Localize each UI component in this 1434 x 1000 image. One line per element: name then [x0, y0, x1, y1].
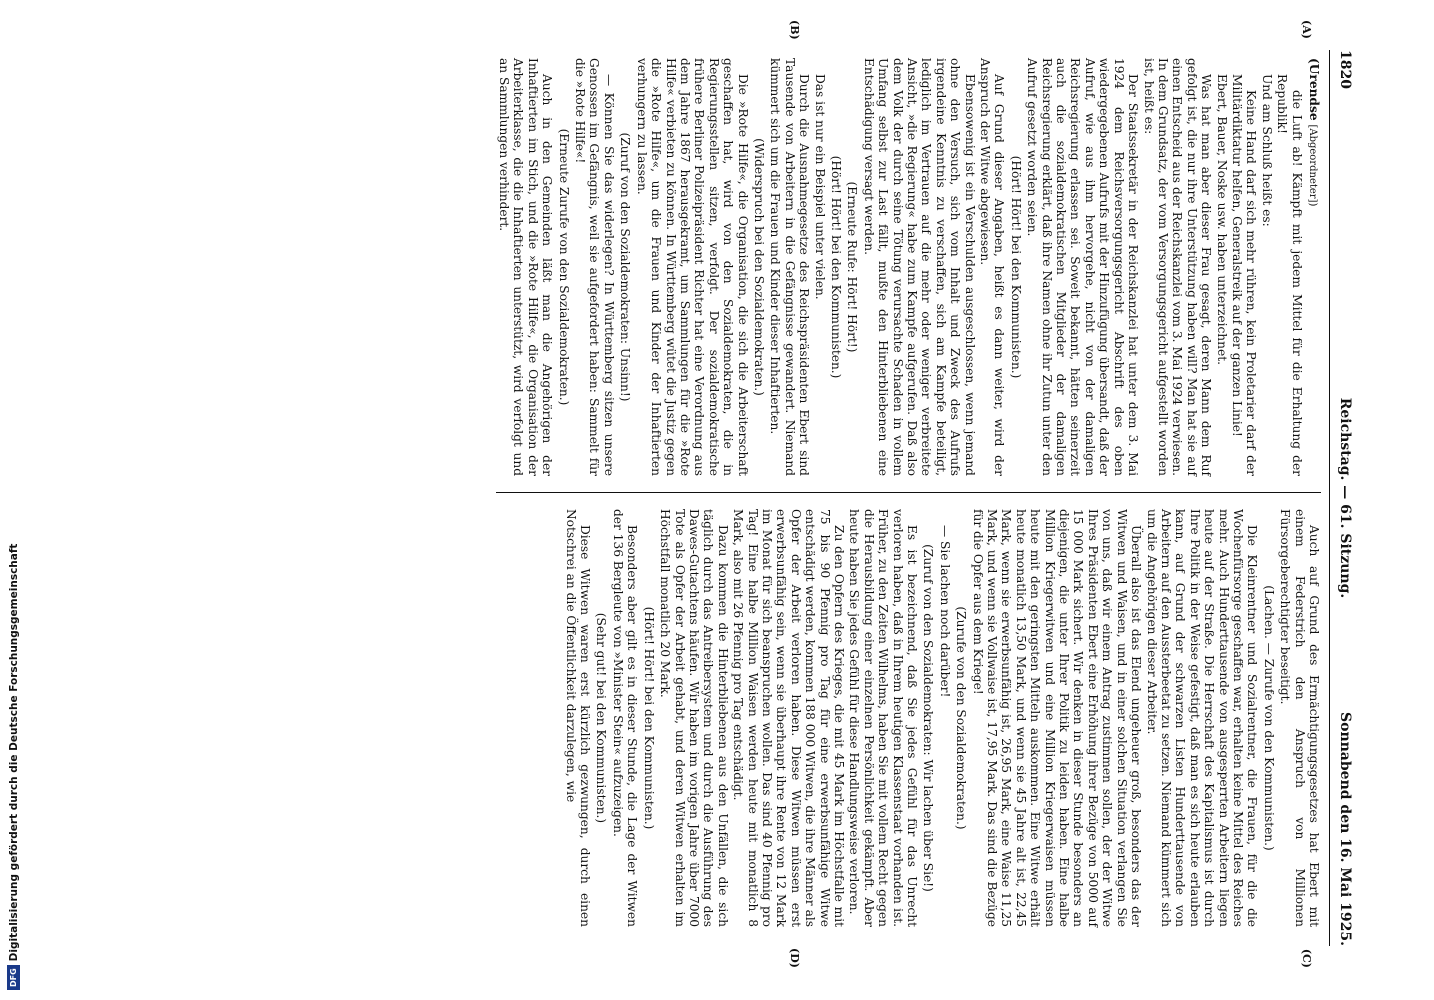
footer-credit [7, 544, 20, 990]
paragraph: Das ist nur ein Beispiel unter vielen. [812, 74, 827, 300]
paragraph: Überall also ist das Elend ungeheuer groß, besonders das der Witwen und Waisen, und in einer solchen Situation verlangen Sie von uns, daß wir einem Antrag zustimmen sollen, der der Witwe Ihres Präsidenten Ebert eine Erhöhung ihrer Bezüge von 5000 auf 15 000 Mark sichert. Wir denken in dieser Stunde besonders an diejenigen, die unter Ihrer Politik zu leiden haben. Eine halbe Million Kriegerwitwen und eine Million Kriegerwaisen müssen heute mit den geringsten Mitteln auskommen. Eine Witwe erhält heute monatlich 13,50 Mark, und wenn sie 45 Jahre alt ist, 22,45 Mark, wenn sie erwerbsunfähig ist, 26,95 Mark, eine Waise 11,25 Mark, und wenn sie Vollwaise ist, 17,95 Mark. Das sind die Bezüge für die Opfer aus dem Kriege! [970, 509, 1144, 927]
paragraph: Es ist bezeichnend, daß Sie jedes Gefühl für das Unrecht verloren haben, daß in Ihrem heutigen Klassenstaat vorhanden ist. Früher, zu den Zeiten Wilhelms, haben Sie mit vollem Recht gegen die Herausbildung einer einzelnen Persönlichkeit gekämpft. Aber heute haben Sie jedes Gefühl für diese Handlungsweise verloren. [847, 509, 920, 927]
session-title: Reichstag. — 61. Sitzung. [1337, 397, 1353, 599]
interjection: (Zuruf von den Sozialdemokraten: Unsinn!) [618, 132, 633, 402]
digitization-footer [0, 0, 26, 1000]
paragraph: Die »Rote Hilfe«, die Organisation, die sich die Arbeiterschaft geschaffen hat, wird von den Sozialdemokraten, die in Regierungsstellen sitzen, verfolgt. Der sozialdemokratische frühere Berliner Polizeipräsident Richter hat eine Verordnung aus dem Jahre 1867 herausgekramt, um Sammlungen für die »Rote Hilfe« verbieten zu können. In Württemberg wütet die Justiz gegen die »Rote Hilfe«, um die Frauen und Kinder der Inhaftierten verhungern zu lassen. [634, 58, 750, 476]
paragraph: — Sie lachen noch darüber! [937, 525, 952, 698]
interjection: (Zurufe von den Sozialdemokraten.) [954, 606, 969, 830]
paragraph: Dazu kommen die Hinterbliebenen aus den Unfällen, die sich täglich durch das Antreibersystem und durch die Ausführung des Dawes-Gutachtens häufen. Wir haben im vorigen Jahre über 7000 Tote als Opfer der Arbeit gehabt, und deren Witwen erhalten im Höchstfall monatlich 20 Mark. [658, 509, 730, 927]
margin-mark-d: (D) [788, 948, 801, 968]
right-column [496, 497, 1321, 935]
interjection: (Erneute Zurufe von den Sozialdemokraten.) [556, 128, 571, 406]
paragraph: Diese Witwen waren erst kürzlich gezwungen, durch einen Notschrei an die Öffentlichkeit darzulegen, wie [563, 509, 593, 927]
paragraph: Auf Grund dieser Angaben, heißt es dann weiter, wird der Anspruch der Witwe abgewiesen. [978, 58, 1007, 476]
paragraph: Der Staatssekretär in der Reichskanzlei hat unter dem 3. Mai 1924 dem Reichsversorgungsgericht Abschrift des oben wiedergegebenen Aufrufs mit der Hinzufügung übersandt, daß der Aufruf, wie aus ihm hervorgehe, nicht von der damaligen Reichsregierung erlassen sei. Soweit bekannt, hätten seinerzeit auch die sozialdemokratischen Mitglieder der damaligen Reichsregierung erklärt, daß ihre Namen ohne ihr Zutun unter den Aufruf gesetzt worden seien. [1025, 58, 1141, 476]
speaker-name: (Urendse [1307, 58, 1321, 121]
paragraph: Besonders aber gilt es in dieser Stunde, die Lage der Witwen der 136 Bergleute von »Minister Stein« aufzuzeigen. [610, 509, 640, 927]
interjection: (Lachen. — Zurufe von den Kommunisten.) [1261, 585, 1276, 851]
session-date: Sonnabend den 16. Mai 1925. [1337, 712, 1353, 946]
interjection: (Erneute Rufe: Hört! Hört!) [845, 181, 860, 353]
margin-mark-b: (B) [788, 20, 801, 40]
quoted-text: die Luft ab! Kämpft mit jedem Mittel für die Erhaltung der Republik! [1275, 74, 1304, 476]
footer-text: Digitalisierung gefördert durch die Deutsche Forschungsgemeinschaft [7, 543, 20, 962]
interjection: (Sehr gut! bei den Kommunisten.) [594, 612, 609, 824]
paragraph: Ebensowenig ist ein Verschulden ausgeschlossen, wenn jemand ohne den Versuch, sich vom Inhalt und Zweck des Aufrufs irgendeine Kenntnis zu verschaffen, sich am Kampfe beteiligt, lediglich im Vertrauen auf die mehr oder weniger verbreitete Ansicht, »die Regierung« habe zum Kampfe aufgerufen. Daß also dem Volk der durch seine Tötung verursachte Schaden in vollem Umfang selbst zur Last fällt, mußte den Hinterbliebenen eine Entschädigung versagt werden. [861, 58, 977, 476]
paragraph: Auch auf Grund des Ermächtigungsgesetzes hat Ebert mit einem Federstrich den Anspruch von Millionen Fürsorgeberechtigter beseitigt. [1278, 509, 1321, 927]
page-number: 1820 [1337, 50, 1353, 89]
left-column [496, 50, 1321, 488]
interjection: (Hört! Hört! bei den Kommunisten.) [1008, 155, 1023, 379]
page-header [1329, 50, 1354, 946]
paragraph: Die Kleinrentner und Sozialrentner, die Frauen, für die die Wochenfürsorge geschaffen war, erhalten keine Mittel des Reiches mehr. Auch Hunderttausende von ausgesperrten Arbeitern liegen heute auf der Straße. Die Herrschaft des Kapitalismus ist durch Ihre Politik in der Weise gefestigt, daß man es sich heute erlauben kann, auf Grund der schwarzen Listen Hunderttausende von Arbeitern auf den Aussterbeetat zu setzen. Niemand kümmert sich um die Angehörigen dieser Arbeiter. [1144, 509, 1260, 927]
paragraph: Ebert, Bauer, Noske usw. haben unterzeichnet. [1214, 74, 1229, 365]
interjection: (Zuruf von den Sozialdemokraten: Wir lachen über Sie!) [921, 544, 936, 892]
speaker-line [1305, 58, 1321, 476]
quoted-text: Keine Hand darf sich mehr rühren, kein Proletarier darf der Militärdiktatur helfen, Generalstreik auf der ganzen Linie! [1229, 74, 1259, 476]
dfg-logo: DFG [7, 965, 20, 990]
speaker-note: [Abgeordneter]) [1307, 124, 1318, 207]
two-column-body [496, 20, 1321, 968]
paragraph: Was hat man aber dieser Frau gesagt, deren Mann dem Ruf gefolgt ist, die nur ihre Unterstützung haben will? Man hat sie auf einen Entscheid aus der Reichskanzlei vom 3. Mai 1924 verwiesen. In dem Grundsatz, der vom Versorgungsgericht aufgestellt worden ist, heißt es: [1141, 58, 1214, 476]
paragraph: Durch die Ausnahmegesetze des Reichspräsidenten Ebert sind Tausende von Arbeitern in die Gefängnisse gewandert. Niemand kümmert sich um die Frauen und Kinder dieser Inhaftierten. [768, 58, 812, 476]
margin-mark-c: (C) [1300, 948, 1313, 968]
rotated-document-sheet [0, 10, 1362, 970]
interjection: (Widerspruch bei den Sozialdemokraten.) [751, 138, 766, 396]
paragraph: Zu den Opfern des Krieges, die mit 45 Mark im Höchstfalle mit 75 bis 90 Pfennig pro Tag für eine erwerbsunfähige Witwe entschädigt werden, kommen 188 000 Witwen, die ihre Männer als Opfer der Arbeit verloren haben. Diese Witwen müssen erst erwerbsunfähig sein, wenn sie überhaupt ihre Rente von 12 Mark im Monat für sich beanspruchen wollen. Das sind 40 Pfennig pro Tag! Eine halbe Million Waisen werden heute mit monatlich 8 Mark, also mit 26 Pfennig pro Tag entschädigt. [731, 509, 846, 927]
margin-mark-a: (A) [1300, 20, 1313, 39]
column-divider [496, 492, 1321, 493]
paragraph: — Können Sie das widerlegen? In Württemberg sitzen unsere Genossen im Gefängnis, weil sie aufgefordert haben: Sammelt für die »Rote Hilfe«! [573, 58, 616, 476]
interjection: (Hört! Hört! bei den Kommunisten.) [829, 155, 843, 379]
paragraph: Und am Schluß heißt es: [1259, 74, 1274, 227]
interjection: (Hört! Hört! bei den Kommunisten.) [641, 606, 656, 830]
paragraph: Auch in den Gemeinden läßt man die Angehörigen der Inhaftierten im Stich, und die »Rote Hilfe«, die Organisation der Arbeiterklasse, die die Inhaftierten unterstützt, wird verfolgt und an Sammlungen verhindert. [497, 58, 555, 476]
